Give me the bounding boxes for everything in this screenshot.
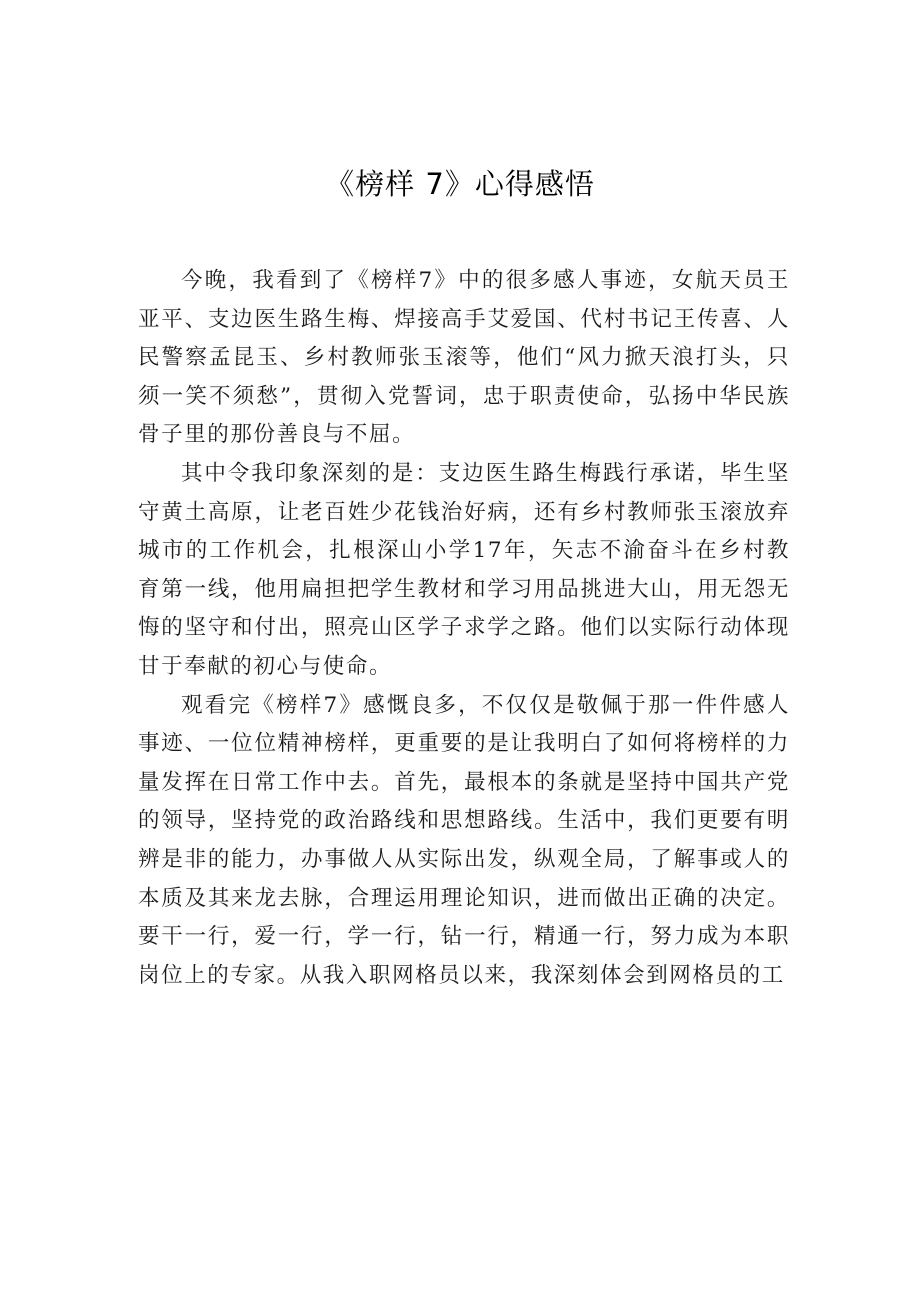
document-body (138, 262, 790, 995)
paragraph-3: 观看完《榜样7》感慨良多，不仅仅是敬佩于那一件件感人事迹、一位位精神榜样，更重要的是让我明白了如何将榜样的力量发挥在日常工作中去。首先，最根本的条就是坚持中国共产党的领导，坚持党的政治路线和思想路线。生活中，我们更要有明辨是非的能力，办事做人从实际出发，纵观全局，了解事或人的本质及其来龙去脉，合理运用理论知识，进而做出正确的决定。要干一行，爱一行，学一行，钻一行，精通一行，努力成为本职岗位上的专家。从我入职网格员以来，我深刻体会到网格员的工 (138, 692, 790, 988)
document-title: 《榜样 7》心得感悟 (325, 167, 595, 201)
paragraph-1: 今晚，我看到了《榜样7》中的很多感人事迹，女航天员王亚平、支边医生路生梅、焊接高手艾爱国、代村书记王传喜、人民警察孟昆玉、乡村教师张玉滚等，他们“风力掀天浪打头，只须一笑不须愁”，贯彻入党誓词，忠于职责使命，弘扬中华民族骨子里的那份善良与不屈。 (138, 268, 790, 448)
paragraph-2: 其中令我印象深刻的是：支边医生路生梅践行承诺，毕生坚守黄土高原，让老百姓少花钱治好病，还有乡村教师张玉滚放弃城市的工作机会，扎根深山小学17年，矢志不渝奋斗在乡村教育第一线，他用扁担把学生教材和学习用品挑进大山，用无怨无悔的坚守和付出，照亮山区学子求学之路。他们以实际行动体现甘于奉献的初心与使命。 (138, 460, 790, 679)
